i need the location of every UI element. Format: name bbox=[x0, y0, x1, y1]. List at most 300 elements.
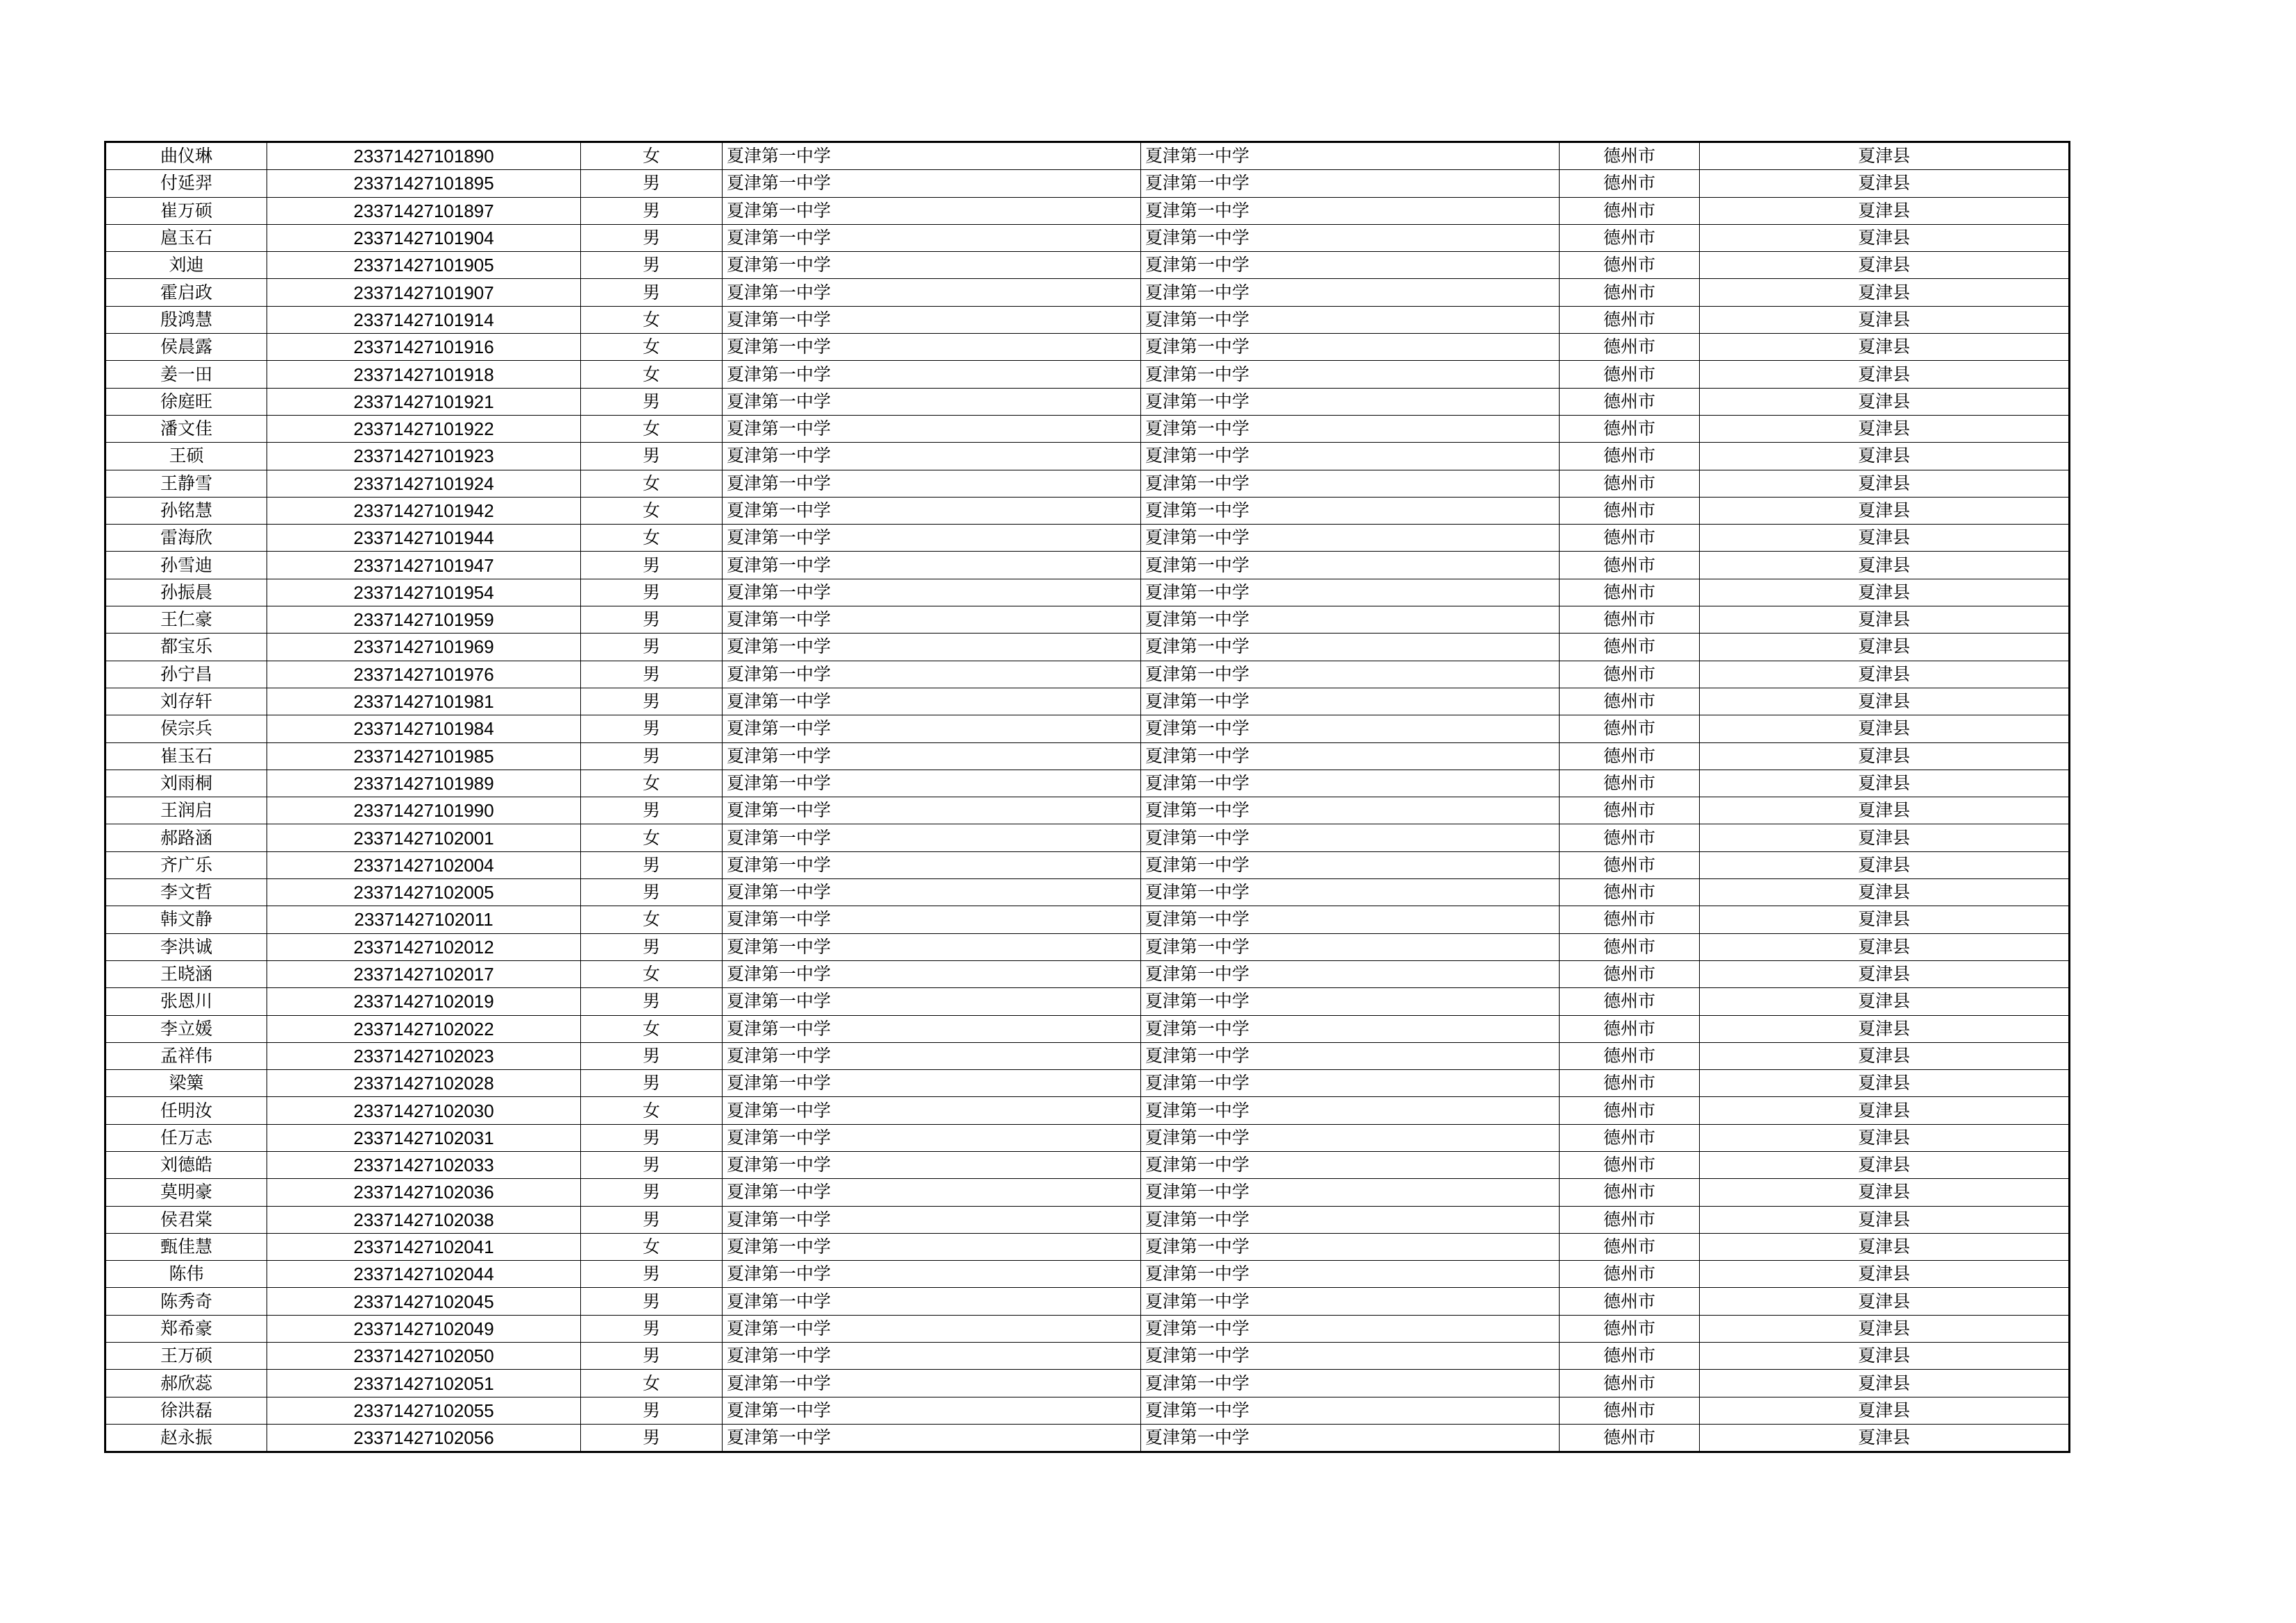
cell-gender: 男 bbox=[581, 688, 723, 715]
cell-name: 王硕 bbox=[105, 443, 267, 470]
cell-gender: 男 bbox=[581, 1424, 723, 1452]
cell-school: 夏津第一中学 bbox=[723, 824, 1141, 851]
cell-gender: 男 bbox=[581, 1288, 723, 1315]
cell-city: 德州市 bbox=[1560, 334, 1700, 361]
cell-city: 德州市 bbox=[1560, 1070, 1700, 1097]
cell-gender: 男 bbox=[581, 579, 723, 606]
cell-county: 夏津县 bbox=[1700, 443, 2070, 470]
cell-gender: 女 bbox=[581, 960, 723, 987]
cell-exam-id: 23371427102001 bbox=[267, 824, 581, 851]
cell-city: 德州市 bbox=[1560, 306, 1700, 333]
cell-admitted-school: 夏津第一中学 bbox=[1141, 634, 1560, 661]
cell-name: 郑希豪 bbox=[105, 1315, 267, 1342]
cell-gender: 女 bbox=[581, 470, 723, 497]
cell-gender: 男 bbox=[581, 1397, 723, 1424]
cell-name: 张恩川 bbox=[105, 988, 267, 1015]
cell-gender: 男 bbox=[581, 988, 723, 1015]
cell-exam-id: 23371427102028 bbox=[267, 1070, 581, 1097]
cell-admitted-school: 夏津第一中学 bbox=[1141, 770, 1560, 797]
cell-county: 夏津县 bbox=[1700, 851, 2070, 878]
cell-name: 孟祥伟 bbox=[105, 1042, 267, 1069]
cell-name: 孙振晨 bbox=[105, 579, 267, 606]
cell-admitted-school: 夏津第一中学 bbox=[1141, 1206, 1560, 1233]
cell-school: 夏津第一中学 bbox=[723, 606, 1141, 634]
cell-city: 德州市 bbox=[1560, 851, 1700, 878]
cell-gender: 男 bbox=[581, 606, 723, 634]
cell-city: 德州市 bbox=[1560, 1179, 1700, 1206]
table-row bbox=[105, 1397, 2070, 1424]
cell-name: 陈伟 bbox=[105, 1261, 267, 1288]
cell-name: 郝路涵 bbox=[105, 824, 267, 851]
cell-exam-id: 23371427101924 bbox=[267, 470, 581, 497]
cell-exam-id: 23371427102051 bbox=[267, 1370, 581, 1397]
cell-county: 夏津县 bbox=[1700, 1261, 2070, 1288]
cell-gender: 女 bbox=[581, 1370, 723, 1397]
cell-admitted-school: 夏津第一中学 bbox=[1141, 1261, 1560, 1288]
cell-county: 夏津县 bbox=[1700, 388, 2070, 415]
cell-city: 德州市 bbox=[1560, 443, 1700, 470]
cell-county: 夏津县 bbox=[1700, 688, 2070, 715]
cell-admitted-school: 夏津第一中学 bbox=[1141, 497, 1560, 524]
cell-admitted-school: 夏津第一中学 bbox=[1141, 1343, 1560, 1370]
cell-name: 莫明豪 bbox=[105, 1179, 267, 1206]
cell-name: 徐庭旺 bbox=[105, 388, 267, 415]
cell-admitted-school: 夏津第一中学 bbox=[1141, 1288, 1560, 1315]
cell-exam-id: 23371427102041 bbox=[267, 1233, 581, 1260]
table-row bbox=[105, 933, 2070, 960]
table-row bbox=[105, 334, 2070, 361]
cell-school: 夏津第一中学 bbox=[723, 443, 1141, 470]
cell-name: 甄佳慧 bbox=[105, 1233, 267, 1260]
cell-school: 夏津第一中学 bbox=[723, 1424, 1141, 1452]
cell-city: 德州市 bbox=[1560, 170, 1700, 197]
student-list-table bbox=[104, 141, 2070, 1453]
cell-county: 夏津县 bbox=[1700, 742, 2070, 770]
cell-exam-id: 23371427102012 bbox=[267, 933, 581, 960]
cell-school: 夏津第一中学 bbox=[723, 142, 1141, 170]
cell-exam-id: 23371427102045 bbox=[267, 1288, 581, 1315]
cell-county: 夏津县 bbox=[1700, 1397, 2070, 1424]
cell-county: 夏津县 bbox=[1700, 1370, 2070, 1397]
cell-admitted-school: 夏津第一中学 bbox=[1141, 715, 1560, 742]
cell-county: 夏津县 bbox=[1700, 279, 2070, 306]
cell-gender: 男 bbox=[581, 661, 723, 688]
table-row bbox=[105, 988, 2070, 1015]
cell-school: 夏津第一中学 bbox=[723, 879, 1141, 906]
cell-gender: 男 bbox=[581, 552, 723, 579]
cell-name: 梁篥 bbox=[105, 1070, 267, 1097]
cell-exam-id: 23371427102005 bbox=[267, 879, 581, 906]
cell-exam-id: 23371427101989 bbox=[267, 770, 581, 797]
cell-gender: 男 bbox=[581, 279, 723, 306]
cell-name: 王润启 bbox=[105, 797, 267, 824]
cell-county: 夏津县 bbox=[1700, 1206, 2070, 1233]
cell-county: 夏津县 bbox=[1700, 142, 2070, 170]
cell-school: 夏津第一中学 bbox=[723, 1397, 1141, 1424]
cell-school: 夏津第一中学 bbox=[723, 252, 1141, 279]
cell-admitted-school: 夏津第一中学 bbox=[1141, 1070, 1560, 1097]
cell-gender: 男 bbox=[581, 1315, 723, 1342]
table-row bbox=[105, 443, 2070, 470]
table-row bbox=[105, 552, 2070, 579]
cell-city: 德州市 bbox=[1560, 1151, 1700, 1178]
cell-name: 姜一田 bbox=[105, 361, 267, 388]
cell-city: 德州市 bbox=[1560, 661, 1700, 688]
table-body bbox=[105, 142, 2070, 1452]
cell-city: 德州市 bbox=[1560, 960, 1700, 987]
cell-name: 付延羿 bbox=[105, 170, 267, 197]
cell-exam-id: 23371427101942 bbox=[267, 497, 581, 524]
cell-admitted-school: 夏津第一中学 bbox=[1141, 197, 1560, 224]
cell-gender: 男 bbox=[581, 1179, 723, 1206]
cell-county: 夏津县 bbox=[1700, 306, 2070, 333]
cell-gender: 男 bbox=[581, 252, 723, 279]
cell-gender: 女 bbox=[581, 1015, 723, 1042]
cell-city: 德州市 bbox=[1560, 1097, 1700, 1124]
cell-name: 潘文佳 bbox=[105, 415, 267, 442]
cell-admitted-school: 夏津第一中学 bbox=[1141, 525, 1560, 552]
cell-admitted-school: 夏津第一中学 bbox=[1141, 1124, 1560, 1151]
cell-city: 德州市 bbox=[1560, 606, 1700, 634]
table-row bbox=[105, 525, 2070, 552]
cell-city: 德州市 bbox=[1560, 688, 1700, 715]
table-row bbox=[105, 1042, 2070, 1069]
cell-county: 夏津县 bbox=[1700, 879, 2070, 906]
cell-gender: 男 bbox=[581, 1343, 723, 1370]
cell-city: 德州市 bbox=[1560, 142, 1700, 170]
cell-school: 夏津第一中学 bbox=[723, 1315, 1141, 1342]
cell-name: 王仁豪 bbox=[105, 606, 267, 634]
cell-gender: 男 bbox=[581, 634, 723, 661]
cell-admitted-school: 夏津第一中学 bbox=[1141, 388, 1560, 415]
cell-gender: 女 bbox=[581, 306, 723, 333]
cell-name: 崔玉石 bbox=[105, 742, 267, 770]
cell-city: 德州市 bbox=[1560, 1315, 1700, 1342]
cell-name: 曲仪琳 bbox=[105, 142, 267, 170]
cell-school: 夏津第一中学 bbox=[723, 1261, 1141, 1288]
cell-exam-id: 23371427101895 bbox=[267, 170, 581, 197]
cell-gender: 女 bbox=[581, 361, 723, 388]
cell-exam-id: 23371427101981 bbox=[267, 688, 581, 715]
cell-admitted-school: 夏津第一中学 bbox=[1141, 224, 1560, 251]
cell-gender: 男 bbox=[581, 1151, 723, 1178]
cell-gender: 男 bbox=[581, 224, 723, 251]
cell-county: 夏津县 bbox=[1700, 906, 2070, 933]
cell-city: 德州市 bbox=[1560, 579, 1700, 606]
cell-exam-id: 23371427101918 bbox=[267, 361, 581, 388]
cell-county: 夏津县 bbox=[1700, 797, 2070, 824]
cell-exam-id: 23371427102038 bbox=[267, 1206, 581, 1233]
table-row bbox=[105, 388, 2070, 415]
cell-county: 夏津县 bbox=[1700, 197, 2070, 224]
cell-school: 夏津第一中学 bbox=[723, 688, 1141, 715]
cell-admitted-school: 夏津第一中学 bbox=[1141, 306, 1560, 333]
cell-school: 夏津第一中学 bbox=[723, 770, 1141, 797]
table-row bbox=[105, 1097, 2070, 1124]
cell-school: 夏津第一中学 bbox=[723, 1124, 1141, 1151]
cell-name: 韩文静 bbox=[105, 906, 267, 933]
table-row bbox=[105, 170, 2070, 197]
cell-gender: 女 bbox=[581, 824, 723, 851]
cell-gender: 男 bbox=[581, 797, 723, 824]
table-row bbox=[105, 906, 2070, 933]
table-row bbox=[105, 306, 2070, 333]
cell-name: 孙雪迪 bbox=[105, 552, 267, 579]
cell-exam-id: 23371427101944 bbox=[267, 525, 581, 552]
cell-county: 夏津县 bbox=[1700, 497, 2070, 524]
table-row bbox=[105, 579, 2070, 606]
cell-city: 德州市 bbox=[1560, 1015, 1700, 1042]
cell-admitted-school: 夏津第一中学 bbox=[1141, 1233, 1560, 1260]
cell-admitted-school: 夏津第一中学 bbox=[1141, 742, 1560, 770]
cell-name: 孙宁昌 bbox=[105, 661, 267, 688]
table-row bbox=[105, 1370, 2070, 1397]
cell-exam-id: 23371427102036 bbox=[267, 1179, 581, 1206]
table-row bbox=[105, 797, 2070, 824]
cell-school: 夏津第一中学 bbox=[723, 1206, 1141, 1233]
cell-school: 夏津第一中学 bbox=[723, 1233, 1141, 1260]
cell-school: 夏津第一中学 bbox=[723, 334, 1141, 361]
cell-admitted-school: 夏津第一中学 bbox=[1141, 142, 1560, 170]
cell-city: 德州市 bbox=[1560, 279, 1700, 306]
cell-gender: 男 bbox=[581, 170, 723, 197]
cell-gender: 女 bbox=[581, 525, 723, 552]
cell-exam-id: 23371427101984 bbox=[267, 715, 581, 742]
cell-city: 德州市 bbox=[1560, 361, 1700, 388]
cell-name: 扈玉石 bbox=[105, 224, 267, 251]
cell-admitted-school: 夏津第一中学 bbox=[1141, 933, 1560, 960]
cell-admitted-school: 夏津第一中学 bbox=[1141, 988, 1560, 1015]
cell-admitted-school: 夏津第一中学 bbox=[1141, 797, 1560, 824]
cell-school: 夏津第一中学 bbox=[723, 361, 1141, 388]
cell-admitted-school: 夏津第一中学 bbox=[1141, 470, 1560, 497]
cell-exam-id: 23371427101923 bbox=[267, 443, 581, 470]
cell-name: 王万硕 bbox=[105, 1343, 267, 1370]
cell-admitted-school: 夏津第一中学 bbox=[1141, 1015, 1560, 1042]
cell-county: 夏津县 bbox=[1700, 1042, 2070, 1069]
cell-city: 德州市 bbox=[1560, 770, 1700, 797]
cell-gender: 女 bbox=[581, 1233, 723, 1260]
cell-name: 李洪诚 bbox=[105, 933, 267, 960]
cell-city: 德州市 bbox=[1560, 715, 1700, 742]
cell-name: 任明汝 bbox=[105, 1097, 267, 1124]
cell-county: 夏津县 bbox=[1700, 415, 2070, 442]
cell-admitted-school: 夏津第一中学 bbox=[1141, 1179, 1560, 1206]
cell-county: 夏津县 bbox=[1700, 1288, 2070, 1315]
cell-name: 王晓涵 bbox=[105, 960, 267, 987]
cell-county: 夏津县 bbox=[1700, 1097, 2070, 1124]
cell-county: 夏津县 bbox=[1700, 1343, 2070, 1370]
cell-admitted-school: 夏津第一中学 bbox=[1141, 552, 1560, 579]
cell-county: 夏津县 bbox=[1700, 1151, 2070, 1178]
cell-name: 任万志 bbox=[105, 1124, 267, 1151]
cell-exam-id: 23371427101921 bbox=[267, 388, 581, 415]
cell-name: 赵永振 bbox=[105, 1424, 267, 1452]
cell-school: 夏津第一中学 bbox=[723, 1179, 1141, 1206]
cell-name: 郝欣蕊 bbox=[105, 1370, 267, 1397]
cell-name: 刘存轩 bbox=[105, 688, 267, 715]
cell-county: 夏津县 bbox=[1700, 1315, 2070, 1342]
cell-exam-id: 23371427102004 bbox=[267, 851, 581, 878]
cell-county: 夏津县 bbox=[1700, 1179, 2070, 1206]
cell-county: 夏津县 bbox=[1700, 661, 2070, 688]
cell-admitted-school: 夏津第一中学 bbox=[1141, 334, 1560, 361]
cell-name: 侯宗兵 bbox=[105, 715, 267, 742]
cell-gender: 女 bbox=[581, 770, 723, 797]
cell-county: 夏津县 bbox=[1700, 1424, 2070, 1452]
cell-exam-id: 23371427102030 bbox=[267, 1097, 581, 1124]
cell-exam-id: 23371427101890 bbox=[267, 142, 581, 170]
cell-school: 夏津第一中学 bbox=[723, 1042, 1141, 1069]
cell-gender: 女 bbox=[581, 1097, 723, 1124]
table-row bbox=[105, 1179, 2070, 1206]
cell-city: 德州市 bbox=[1560, 197, 1700, 224]
cell-city: 德州市 bbox=[1560, 1288, 1700, 1315]
cell-admitted-school: 夏津第一中学 bbox=[1141, 1424, 1560, 1452]
cell-exam-id: 23371427102011 bbox=[267, 906, 581, 933]
cell-county: 夏津县 bbox=[1700, 634, 2070, 661]
cell-school: 夏津第一中学 bbox=[723, 715, 1141, 742]
cell-gender: 男 bbox=[581, 1206, 723, 1233]
cell-school: 夏津第一中学 bbox=[723, 933, 1141, 960]
cell-gender: 女 bbox=[581, 906, 723, 933]
cell-gender: 男 bbox=[581, 388, 723, 415]
table-row bbox=[105, 715, 2070, 742]
cell-county: 夏津县 bbox=[1700, 606, 2070, 634]
cell-exam-id: 23371427102023 bbox=[267, 1042, 581, 1069]
cell-school: 夏津第一中学 bbox=[723, 497, 1141, 524]
cell-city: 德州市 bbox=[1560, 1424, 1700, 1452]
cell-name: 刘迪 bbox=[105, 252, 267, 279]
cell-gender: 男 bbox=[581, 933, 723, 960]
cell-city: 德州市 bbox=[1560, 1370, 1700, 1397]
table-row bbox=[105, 1070, 2070, 1097]
cell-name: 王静雪 bbox=[105, 470, 267, 497]
cell-admitted-school: 夏津第一中学 bbox=[1141, 279, 1560, 306]
table-row bbox=[105, 1424, 2070, 1452]
cell-name: 雷海欣 bbox=[105, 525, 267, 552]
cell-exam-id: 23371427101990 bbox=[267, 797, 581, 824]
cell-exam-id: 23371427101905 bbox=[267, 252, 581, 279]
cell-gender: 男 bbox=[581, 715, 723, 742]
cell-school: 夏津第一中学 bbox=[723, 224, 1141, 251]
cell-gender: 男 bbox=[581, 879, 723, 906]
cell-city: 德州市 bbox=[1560, 1124, 1700, 1151]
cell-school: 夏津第一中学 bbox=[723, 1151, 1141, 1178]
cell-exam-id: 23371427101947 bbox=[267, 552, 581, 579]
cell-city: 德州市 bbox=[1560, 252, 1700, 279]
cell-admitted-school: 夏津第一中学 bbox=[1141, 170, 1560, 197]
cell-school: 夏津第一中学 bbox=[723, 988, 1141, 1015]
cell-city: 德州市 bbox=[1560, 634, 1700, 661]
cell-exam-id: 23371427102056 bbox=[267, 1424, 581, 1452]
cell-admitted-school: 夏津第一中学 bbox=[1141, 1315, 1560, 1342]
cell-exam-id: 23371427101904 bbox=[267, 224, 581, 251]
cell-school: 夏津第一中学 bbox=[723, 552, 1141, 579]
table-row bbox=[105, 1315, 2070, 1342]
cell-gender: 女 bbox=[581, 415, 723, 442]
cell-admitted-school: 夏津第一中学 bbox=[1141, 579, 1560, 606]
cell-admitted-school: 夏津第一中学 bbox=[1141, 1370, 1560, 1397]
cell-county: 夏津县 bbox=[1700, 552, 2070, 579]
cell-city: 德州市 bbox=[1560, 1206, 1700, 1233]
cell-city: 德州市 bbox=[1560, 1261, 1700, 1288]
table-row bbox=[105, 415, 2070, 442]
table-row bbox=[105, 497, 2070, 524]
table-row bbox=[105, 1206, 2070, 1233]
cell-admitted-school: 夏津第一中学 bbox=[1141, 1097, 1560, 1124]
table-row bbox=[105, 879, 2070, 906]
cell-city: 德州市 bbox=[1560, 988, 1700, 1015]
cell-school: 夏津第一中学 bbox=[723, 1288, 1141, 1315]
cell-school: 夏津第一中学 bbox=[723, 1070, 1141, 1097]
cell-admitted-school: 夏津第一中学 bbox=[1141, 252, 1560, 279]
cell-school: 夏津第一中学 bbox=[723, 197, 1141, 224]
cell-school: 夏津第一中学 bbox=[723, 661, 1141, 688]
cell-school: 夏津第一中学 bbox=[723, 960, 1141, 987]
cell-city: 德州市 bbox=[1560, 224, 1700, 251]
cell-gender: 男 bbox=[581, 197, 723, 224]
cell-gender: 女 bbox=[581, 497, 723, 524]
cell-city: 德州市 bbox=[1560, 797, 1700, 824]
cell-admitted-school: 夏津第一中学 bbox=[1141, 606, 1560, 634]
cell-county: 夏津县 bbox=[1700, 334, 2070, 361]
cell-city: 德州市 bbox=[1560, 552, 1700, 579]
cell-exam-id: 23371427101959 bbox=[267, 606, 581, 634]
cell-city: 德州市 bbox=[1560, 415, 1700, 442]
cell-county: 夏津县 bbox=[1700, 1070, 2070, 1097]
cell-county: 夏津县 bbox=[1700, 525, 2070, 552]
cell-name: 殷鸿慧 bbox=[105, 306, 267, 333]
cell-school: 夏津第一中学 bbox=[723, 306, 1141, 333]
cell-exam-id: 23371427101907 bbox=[267, 279, 581, 306]
cell-gender: 男 bbox=[581, 1070, 723, 1097]
cell-name: 齐广乐 bbox=[105, 851, 267, 878]
table-row bbox=[105, 224, 2070, 251]
table-row bbox=[105, 742, 2070, 770]
cell-school: 夏津第一中学 bbox=[723, 906, 1141, 933]
table-row bbox=[105, 470, 2070, 497]
cell-exam-id: 23371427102019 bbox=[267, 988, 581, 1015]
cell-county: 夏津县 bbox=[1700, 988, 2070, 1015]
cell-exam-id: 23371427102044 bbox=[267, 1261, 581, 1288]
cell-school: 夏津第一中学 bbox=[723, 1343, 1141, 1370]
cell-city: 德州市 bbox=[1560, 497, 1700, 524]
cell-county: 夏津县 bbox=[1700, 361, 2070, 388]
table-row bbox=[105, 361, 2070, 388]
cell-school: 夏津第一中学 bbox=[723, 579, 1141, 606]
cell-county: 夏津县 bbox=[1700, 824, 2070, 851]
cell-county: 夏津县 bbox=[1700, 1015, 2070, 1042]
cell-name: 都宝乐 bbox=[105, 634, 267, 661]
table-row bbox=[105, 770, 2070, 797]
cell-name: 刘雨桐 bbox=[105, 770, 267, 797]
cell-name: 孙铭慧 bbox=[105, 497, 267, 524]
cell-city: 德州市 bbox=[1560, 824, 1700, 851]
cell-city: 德州市 bbox=[1560, 933, 1700, 960]
cell-city: 德州市 bbox=[1560, 1343, 1700, 1370]
cell-admitted-school: 夏津第一中学 bbox=[1141, 688, 1560, 715]
cell-admitted-school: 夏津第一中学 bbox=[1141, 851, 1560, 878]
cell-exam-id: 23371427102055 bbox=[267, 1397, 581, 1424]
cell-gender: 女 bbox=[581, 334, 723, 361]
cell-city: 德州市 bbox=[1560, 1233, 1700, 1260]
cell-admitted-school: 夏津第一中学 bbox=[1141, 443, 1560, 470]
table-row bbox=[105, 606, 2070, 634]
cell-school: 夏津第一中学 bbox=[723, 1097, 1141, 1124]
cell-exam-id: 23371427101922 bbox=[267, 415, 581, 442]
cell-city: 德州市 bbox=[1560, 525, 1700, 552]
